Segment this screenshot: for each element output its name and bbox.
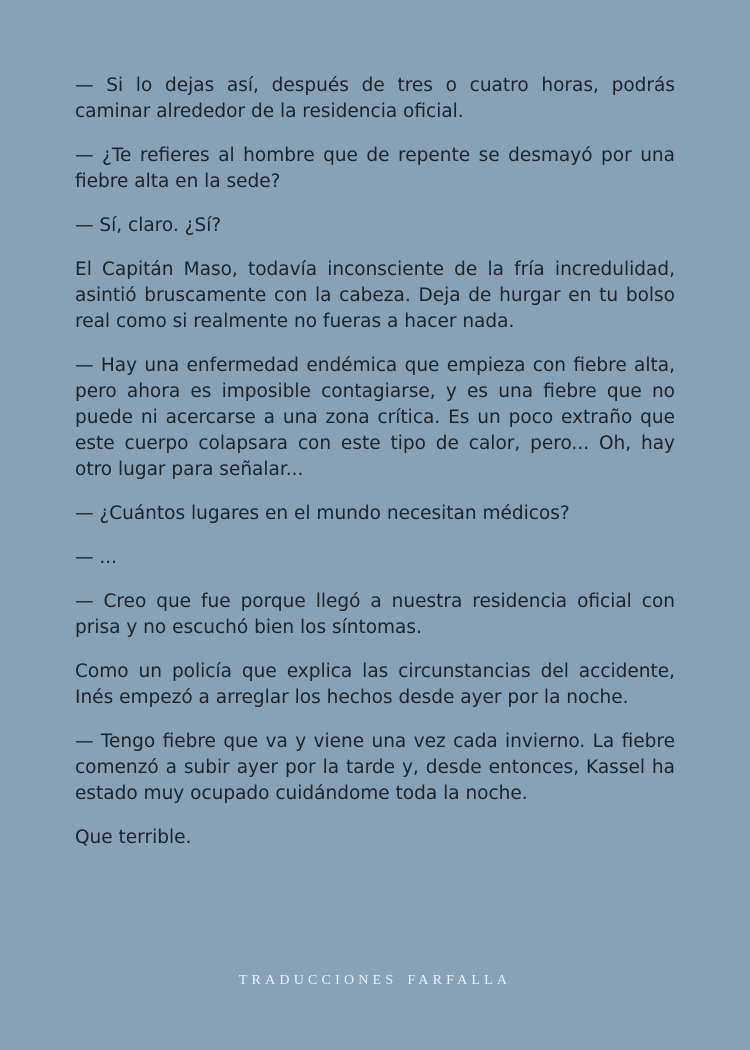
paragraph: El Capitán Maso, todavía inconsciente de la fría incredulidad, asintió bruscamente con la cabeza. Deja de hurgar en tu bolso real como si realmente no fueras a hacer nada. xyxy=(75,259,675,332)
paragraph: — Hay una enfermedad endémica que empieza con fiebre alta, pero ahora es imposible contagiarse, y es una fiebre que no puede ni acercarse a una zona crítica. Es un poco extraño que este cuerpo colapsara con este tipo de calor, pero... Oh, hay otro lugar para señalar... xyxy=(75,355,675,480)
page-footer xyxy=(0,973,750,989)
paragraph: — Si lo dejas así, después de tres o cuatro horas, podrás caminar alrededor de la residencia oficial. xyxy=(75,75,675,122)
paragraph: — Tengo fiebre que va y viene una vez cada invierno. La fiebre comenzó a subir ayer por la tarde y, desde entonces, Kassel ha estado muy ocupado cuidándome toda la noche. xyxy=(75,731,675,804)
paragraph: — Sí, claro. ¿Sí? xyxy=(75,215,222,236)
paragraph: Como un policía que explica las circunstancias del accidente, Inés empezó a arreglar los hechos desde ayer por la noche. xyxy=(75,661,675,708)
paragraph: Que terrible. xyxy=(75,827,192,848)
paragraph: — ... xyxy=(75,547,118,568)
footer-word-farfalla: FARFALLA xyxy=(407,973,512,988)
paragraph: — ¿Te refieres al hombre que de repente se desmayó por una fiebre alta en la sede? xyxy=(75,145,675,192)
footer-word-translations: TRADUCCIONES xyxy=(238,973,398,988)
document-body xyxy=(75,73,675,869)
paragraph: — ¿Cuántos lugares en el mundo necesitan médicos? xyxy=(75,503,570,524)
paragraph: — Creo que fue porque llegó a nuestra residencia oficial con prisa y no escuchó bien los síntomas. xyxy=(75,591,675,638)
